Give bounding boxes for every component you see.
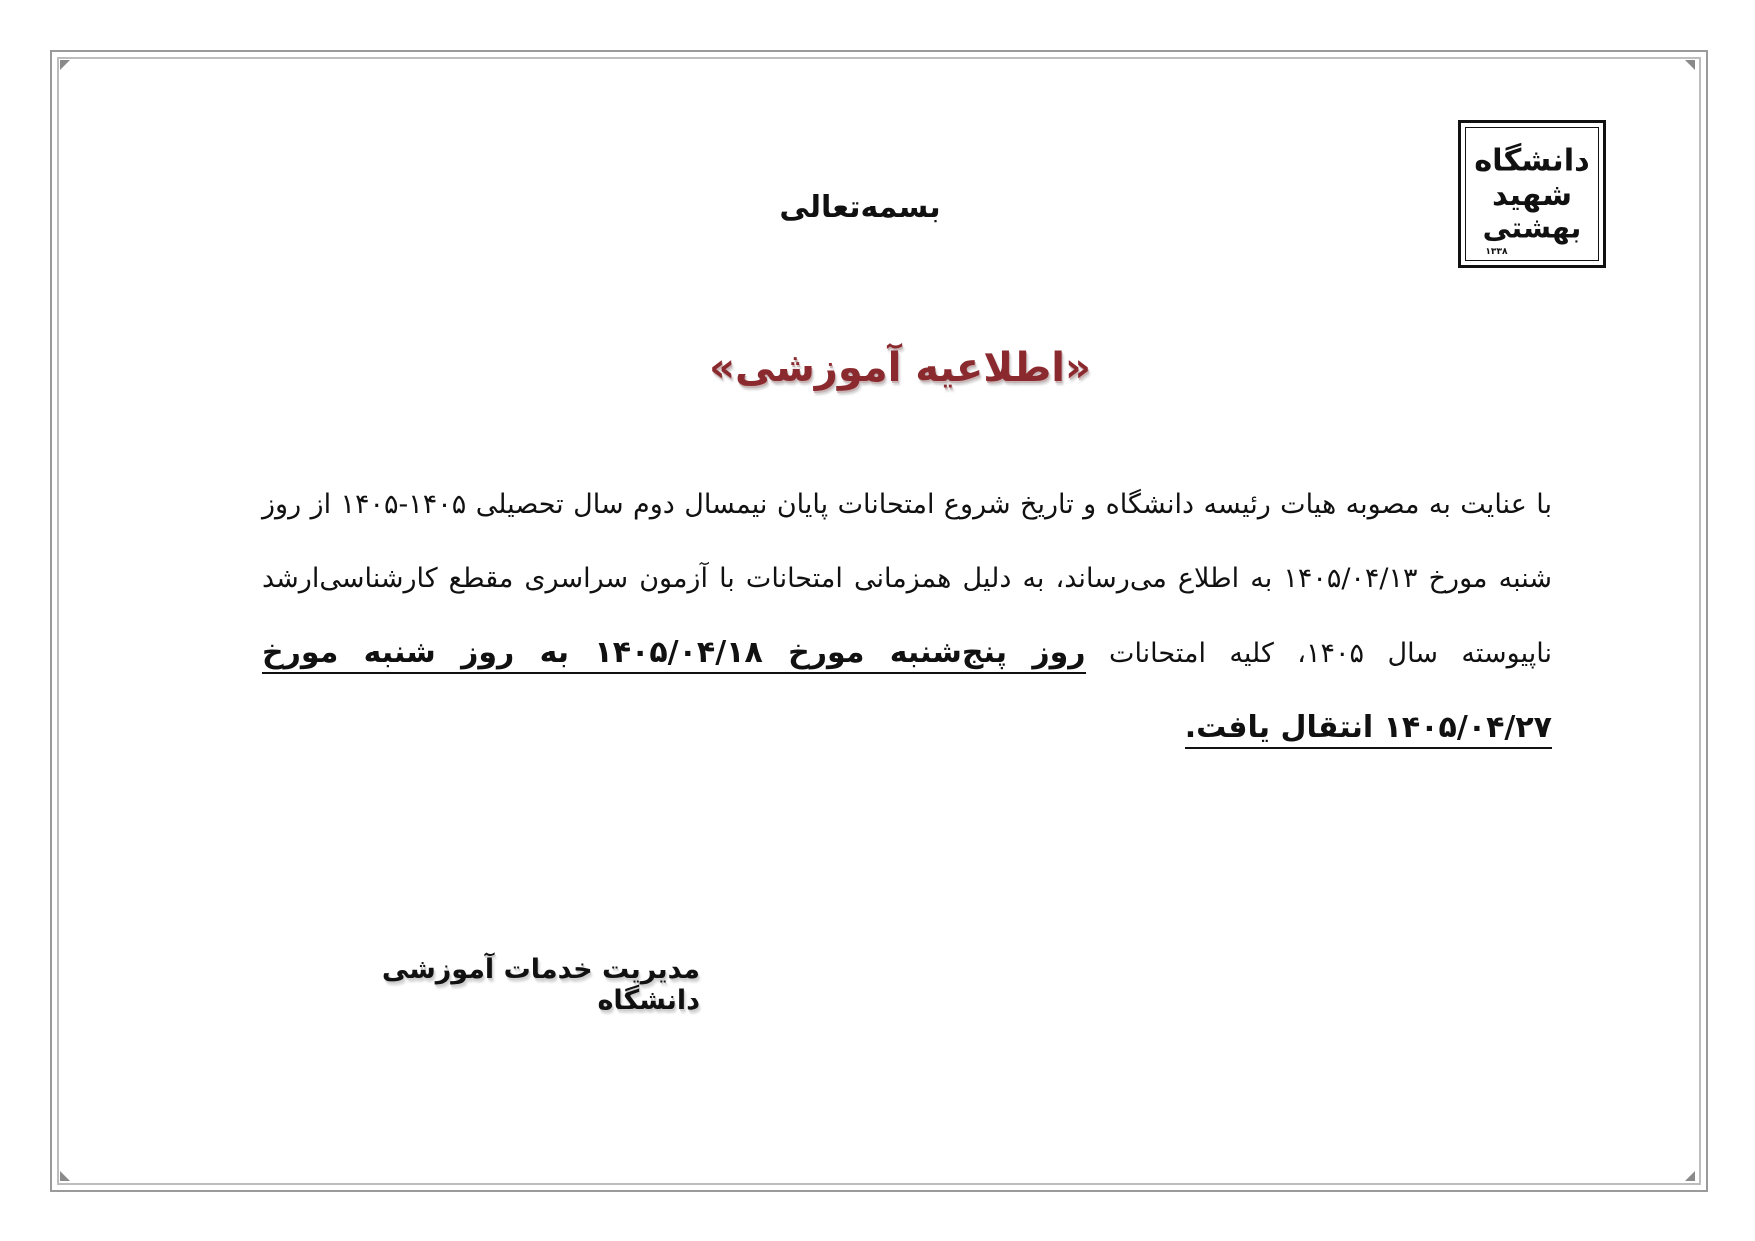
notice-body [262,468,1552,766]
logo-year: ۱۳۳۸ [1485,246,1508,257]
notice-body-end: . [1185,710,1196,749]
corner-ornament-bottom-right [1685,1171,1695,1181]
corner-ornament-top-right [1685,60,1695,70]
basmala-heading: بسمه‌تعالی [779,190,941,225]
notice-body-text: با عنایت به مصوبه هیات رئیسه دانشگاه و تاریخ شروع امتحانات پایان نیمسال دوم سال تحصیلی ۱۴۰۵-۱۴۰۵ از روز شنبه مورخ ۱۴۰۵/۰۴/۱۳ به اطلاع می‌رساند، به دلیل همزمانی امتحانات با آزمون سراسری مقطع کارشناسی‌ارشد ناپیوسته سال ۱۴۰۵، کلیه امتحانات [262,489,1553,669]
logo-text-line2: شهید [1491,178,1573,214]
university-logo-icon [1465,127,1599,261]
corner-ornament-top-left [60,60,70,70]
signature: مدیریت خدمات آموزشی دانشگاه [381,954,700,1016]
corner-ornament-bottom-left [60,1171,70,1181]
university-logo [1458,120,1606,268]
logo-text-line1: دانشگاه [1474,143,1590,179]
notice-title: «اطلاعیه آموزشی» [709,345,1091,391]
notice-body-emphasis: روز پنج‌شنبه مورخ ۱۴۰۵/۰۴/۱۸ به روز شنبه مورخ ۱۴۰۵/۰۴/۲۷ انتقال یافت [262,635,1552,749]
logo-text-line3: بهشتی [1482,211,1582,245]
